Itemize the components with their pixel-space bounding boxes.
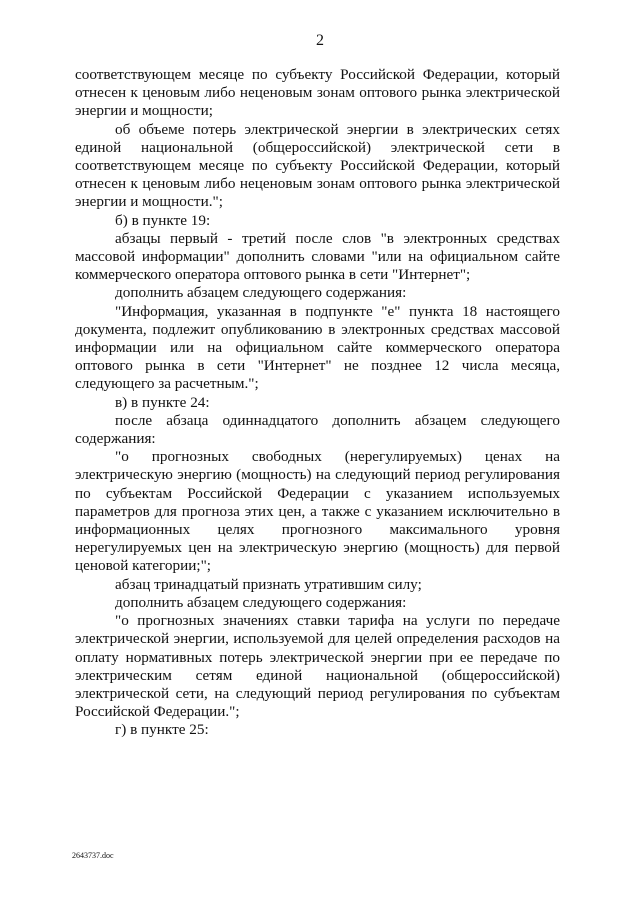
paragraph: абзац тринадцатый признать утратившим силу; xyxy=(115,575,422,593)
paragraph: дополнить абзацем следующего содержания: xyxy=(115,593,407,611)
paragraph: "о прогнозных значениях ставки тарифа на услуги по передаче электрической энергии, используемой для целей определения расходов на оплату нормативных потерь электрической энергии при ее передаче по электрическим сетям единой национальной (общероссийской) электрической сети, на следующий период регулирования по субъектам Российской Федерации."; xyxy=(75,612,560,721)
paragraph: в) в пункте 24: xyxy=(115,393,210,411)
paragraph: после абзаца одиннадцатого дополнить абзацем следующего содержания: xyxy=(75,411,560,448)
paragraph: дополнить абзацем следующего содержания: xyxy=(115,284,407,302)
page-number: 2 xyxy=(316,32,324,49)
paragraph: соответствующем месяце по субъекту Российской Федерации, который отнесен к ценовым либо неценовым зонам оптового рынка электрической энергии и мощности; xyxy=(75,66,560,120)
paragraph: абзацы первый - третий после слов "в электронных средствах массовой информации" дополнить словами "или на официальном сайте коммерческого оператора оптового рынка в сети "Интернет"; xyxy=(75,229,560,284)
paragraph: г) в пункте 25: xyxy=(115,721,209,739)
paragraph: "о прогнозных свободных (нерегулируемых) ценах на электрическую энергию (мощность) на следующий период регулирования по субъектам Российской Федерации с указанием используемых параметров для прогноза этих цен, а также с указанием исключительно в информационных целях прогнозного максимального уровня нерегулируемых цен на электрическую энергию (мощность) для первой ценовой категории;"; xyxy=(75,448,560,575)
file-name-footer: 2643737.doc xyxy=(72,851,114,860)
paragraph: б) в пункте 19: xyxy=(115,211,211,229)
paragraph: об объеме потерь электрической энергии в электрических сетях единой национальной (общероссийской) электрической сети в соответствующем месяце по субъекту Российской Федерации, который отнесен к ценовым либо неценовым зонам оптового рынка электрической энергии и мощности."; xyxy=(75,120,560,211)
document-body xyxy=(75,66,560,740)
paragraph: "Информация, указанная в подпункте "е" пункта 18 настоящего документа, подлежит опубликованию в электронных средствах массовой информации или на официальном сайте коммерческого оператора оптового рынка в сети "Интернет" не позднее 12 числа месяца, следующего за расчетным."; xyxy=(75,302,560,393)
